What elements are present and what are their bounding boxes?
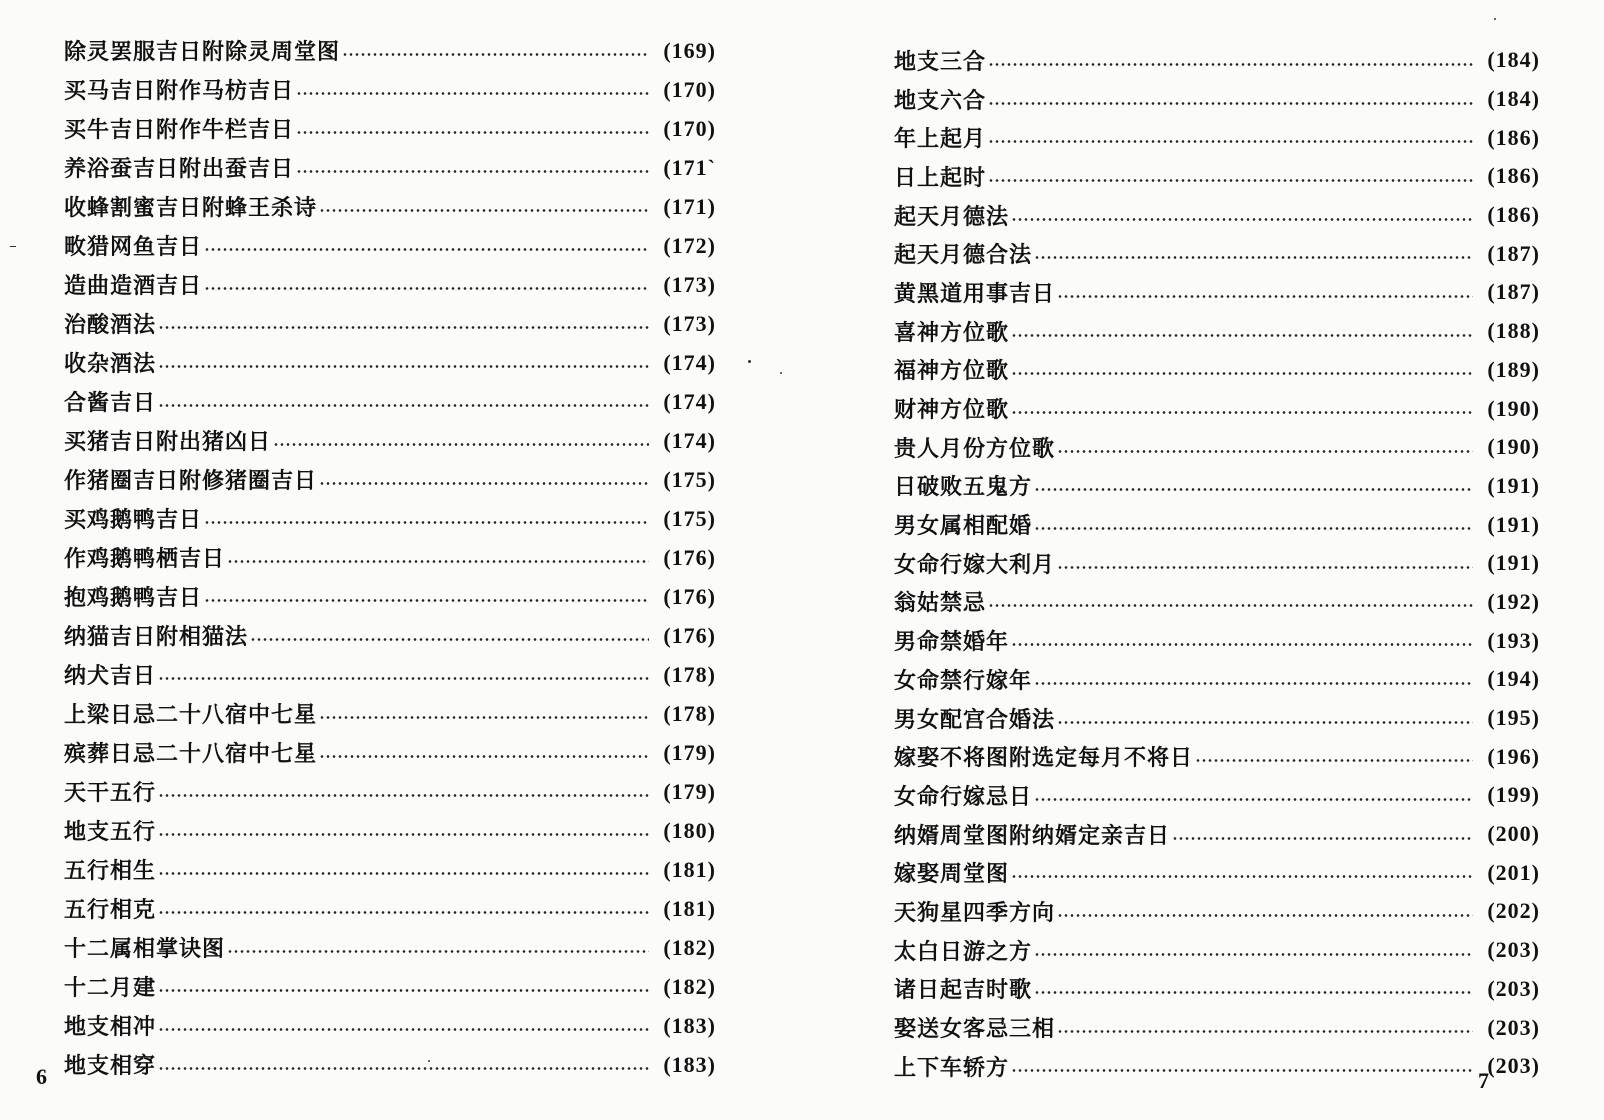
toc-entry [894,234,1540,273]
toc-entry-page: (178) [663,700,716,726]
toc-entry-page: (193) [1487,627,1540,653]
toc-entry [894,428,1540,467]
toc-entry-page: (176) [663,544,716,570]
dot-leader [1011,334,1473,337]
toc-entry-page: (203) [1487,1053,1540,1079]
toc-entry [894,273,1540,312]
toc-entry-title: 娶送女客忌三相 [894,1016,1056,1043]
toc-entry-title: 财神方位歌 [894,397,1010,424]
dot-leader [1011,218,1473,221]
toc-entry-title: 上下车轿方 [894,1054,1010,1081]
dot-leader [273,443,649,446]
toc-entry-page: (195) [1487,705,1540,731]
dot-leader [319,209,649,212]
toc-entry-title: 收杂酒法 [64,351,157,377]
dot-leader [227,950,649,953]
dot-leader [1034,953,1473,956]
toc-entry [64,187,716,226]
toc-entry [64,499,716,538]
toc-entry [894,815,1540,854]
dot-leader [1057,450,1473,453]
dot-leader [1034,682,1473,685]
toc-entry [64,109,716,148]
toc-entry [894,621,1540,660]
toc-entry-page: (199) [1487,782,1540,808]
toc-entry [894,737,1540,776]
toc-entry-title: 买马吉日附作马枋吉日 [64,78,295,104]
toc-entry-page: (179) [663,739,716,765]
dot-leader [158,989,649,992]
page-number: 6 [36,1064,47,1089]
dot-leader [1011,1069,1473,1072]
toc-entry-page: (190) [1487,395,1540,421]
toc-entry [894,351,1540,390]
toc-entry [64,421,716,460]
toc-entry [64,1006,716,1045]
page-number: 7 [1478,1068,1489,1093]
toc-entry [64,928,716,967]
toc-entry-page: (171` [663,154,716,180]
toc-entry [894,931,1540,970]
toc-entry [64,616,716,655]
toc-entry-page: (192) [1487,588,1540,614]
toc-entry-title: 女命行嫁忌日 [894,783,1033,810]
toc-entry [64,772,716,811]
toc-entry-page: (188) [1487,318,1540,344]
toc-entry-title: 起天月德合法 [894,242,1033,269]
toc-entry-title: 纳婿周堂图附纳婿定亲吉日 [894,822,1171,849]
toc-entry-title: 纳猫吉日附相猫法 [64,624,249,650]
toc-entry-title: 买鸡鹅鸭吉日 [64,507,203,533]
toc-entry-title: 治酸酒法 [64,312,157,338]
toc-entry-page: (202) [1487,898,1540,924]
toc-entry-page: (174) [663,427,716,453]
toc-entry-page: (189) [1487,356,1540,382]
toc-entry [894,312,1540,351]
toc-entry-title: 地支相穿 [64,1053,157,1079]
toc-entry [64,226,716,265]
toc-entry-page: (171) [663,193,716,219]
toc-entry-title: 纳犬吉日 [64,663,157,689]
dot-leader [1011,411,1473,414]
toc-entry-page: (173) [663,271,716,297]
dot-leader [319,716,649,719]
toc-entry-page: (203) [1487,1014,1540,1040]
dot-leader [158,404,649,407]
toc-entry [894,80,1540,119]
toc-entry-title: 福神方位歌 [894,358,1010,385]
toc-entry-title: 男命禁婚年 [894,629,1010,656]
toc-entry-page: (196) [1487,743,1540,769]
toc-entry [64,811,716,850]
toc-entry [64,1045,716,1084]
toc-entry [64,655,716,694]
dot-leader [319,755,649,758]
toc-entry [894,505,1540,544]
dot-leader [296,92,649,95]
toc-entry [894,389,1540,428]
toc-entry-title: 贵人月份方位歌 [894,435,1056,462]
dot-leader [342,53,649,56]
toc-entry-page: (181) [663,895,716,921]
toc-entry-page: (184) [1487,47,1540,73]
toc-entry [64,31,716,70]
toc-entry-title: 十二属相掌诀图 [64,936,226,962]
toc-entry [64,733,716,772]
dot-leader [227,560,649,563]
toc-entry-page: (174) [663,388,716,414]
toc-entry-title: 买猪吉日附出猪凶日 [64,429,272,455]
dot-leader [158,794,649,797]
dot-leader [1034,256,1473,259]
toc-entry-page: (191) [1487,550,1540,576]
toc-entry-page: (190) [1487,434,1540,460]
toc-entry [64,460,716,499]
toc-entry-page: (170) [663,115,716,141]
dot-leader [1057,721,1473,724]
toc-list-left [64,31,716,1084]
toc-entry-title: 诸日起吉时歌 [894,977,1033,1004]
toc-entry-page: (183) [663,1051,716,1077]
toc-entry [894,118,1540,157]
toc-entry-title: 除灵罢服吉日附除灵周堂图 [64,39,341,65]
toc-entry [64,577,716,616]
toc-entry-title: 五行相克 [64,897,157,923]
toc-entry-title: 殡葬日忌二十八宿中七星 [64,741,318,767]
toc-entry-page: (184) [1487,86,1540,112]
toc-entry-title: 男女属相配婚 [894,513,1033,540]
toc-entry [894,157,1540,196]
toc-entry-title: 黄黑道用事吉日 [894,280,1056,307]
dot-leader [1034,527,1473,530]
toc-entry-page: (174) [663,349,716,375]
toc-entry [64,850,716,889]
toc-entry-title: 抱鸡鹅鸭吉日 [64,585,203,611]
toc-entry [894,544,1540,583]
toc-entry-page: (186) [1487,124,1540,150]
toc-entry-page: (175) [663,505,716,531]
toc-entry-page: (176) [663,622,716,648]
toc-entry-title: 嫁娶周堂图 [894,861,1010,888]
toc-entry [894,41,1540,80]
toc-entry-title: 地支相冲 [64,1014,157,1040]
dot-leader [988,179,1473,182]
toc-entry [64,70,716,109]
dot-leader [296,131,649,134]
toc-entry-page: (201) [1487,859,1540,885]
dot-leader [296,170,649,173]
right-page [802,0,1604,1120]
toc-entry-title: 嫁娶不将图附选定每月不将日 [894,745,1194,772]
scan-speck [428,1060,430,1062]
toc-entry [894,660,1540,699]
dot-leader [158,911,649,914]
toc-entry-title: 日上起时 [894,164,987,191]
toc-entry-page: (191) [1487,511,1540,537]
dot-leader [158,872,649,875]
toc-entry-page: (181) [663,856,716,882]
toc-entry-title: 收蜂割蜜吉日附蜂王杀诗 [64,195,318,221]
toc-entry-title: 男女配宫合婚法 [894,706,1056,733]
toc-entry-page: (178) [663,661,716,687]
toc-entry [64,343,716,382]
dot-leader [158,1067,649,1070]
dot-leader [158,326,649,329]
toc-entry-title: 翁姑禁忌 [894,590,987,617]
toc-entry [894,776,1540,815]
toc-entry-page: (186) [1487,163,1540,189]
toc-entry-page: (169) [663,37,716,63]
toc-entry-title: 畋猎网鱼吉日 [64,234,203,260]
toc-entry-page: (194) [1487,666,1540,692]
toc-entry [894,699,1540,738]
dot-leader [988,604,1473,607]
toc-entry [894,970,1540,1009]
toc-entry-title: 十二月建 [64,975,157,1001]
toc-entry [64,148,716,187]
toc-entry [64,265,716,304]
toc-entry-title: 作鸡鹅鸭栖吉日 [64,546,226,572]
toc-entry [64,304,716,343]
toc-entry [894,1047,1540,1086]
dot-leader [1057,1030,1473,1033]
dot-leader [250,638,649,641]
toc-entry [894,467,1540,506]
dot-leader [988,63,1473,66]
dot-leader [1172,837,1473,840]
toc-entry-title: 地支六合 [894,87,987,114]
toc-entry-title: 造曲造酒吉日 [64,273,203,299]
toc-entry-page: (179) [663,778,716,804]
dot-leader [1057,295,1473,298]
scan-speck [748,360,751,363]
dot-leader [158,1028,649,1031]
toc-entry [894,1008,1540,1047]
toc-entry [64,967,716,1006]
toc-entry-title: 五行相生 [64,858,157,884]
scan-speck [780,372,782,374]
dot-leader [1195,759,1473,762]
dot-leader [988,102,1473,105]
toc-entry-page: (187) [1487,240,1540,266]
toc-entry-title: 日破败五鬼方 [894,474,1033,501]
toc-entry-page: (191) [1487,472,1540,498]
dot-leader [204,599,649,602]
dot-leader [1011,643,1473,646]
dot-leader [204,521,649,524]
toc-list-right [894,41,1540,1086]
dot-leader [1057,566,1473,569]
toc-entry-title: 女命禁行嫁年 [894,667,1033,694]
toc-entry-page: (173) [663,310,716,336]
toc-entry [64,694,716,733]
toc-entry-page: (186) [1487,202,1540,228]
toc-entry-title: 合酱吉日 [64,390,157,416]
toc-entry-page: (203) [1487,937,1540,963]
toc-entry [64,889,716,928]
toc-entry-page: (183) [663,1012,716,1038]
toc-entry-title: 天干五行 [64,780,157,806]
toc-entry-title: 上梁日忌二十八宿中七星 [64,702,318,728]
dot-leader [1034,991,1473,994]
dot-leader [1034,798,1473,801]
toc-entry-page: (187) [1487,279,1540,305]
toc-entry-title: 太白日游之方 [894,938,1033,965]
toc-entry [894,583,1540,622]
dot-leader [158,365,649,368]
toc-entry-title: 喜神方位歌 [894,319,1010,346]
toc-entry-page: (182) [663,973,716,999]
toc-entry-page: (172) [663,232,716,258]
dot-leader [1057,914,1473,917]
dot-leader [1011,875,1473,878]
toc-entry-page: (170) [663,76,716,102]
toc-entry-page: (182) [663,934,716,960]
toc-entry-page: (180) [663,817,716,843]
toc-entry-title: 作猪圈吉日附修猪圈吉日 [64,468,318,494]
toc-entry-title: 年上起月 [894,126,987,153]
toc-entry-title: 天狗星四季方向 [894,899,1056,926]
dot-leader [1011,372,1473,375]
toc-entry-page: (200) [1487,821,1540,847]
toc-entry [894,853,1540,892]
toc-entry-title: 女命行嫁大利月 [894,551,1056,578]
dot-leader [204,287,649,290]
toc-entry [64,538,716,577]
dot-leader [1034,488,1473,491]
dot-leader [158,677,649,680]
toc-entry-title: 买牛吉日附作牛栏吉日 [64,117,295,143]
toc-entry-page: (176) [663,583,716,609]
toc-entry-title: 地支三合 [894,48,987,75]
toc-entry [894,892,1540,931]
dot-leader [319,482,649,485]
dot-leader [158,833,649,836]
scan-speck [1494,18,1496,20]
toc-entry-page: (203) [1487,975,1540,1001]
toc-entry [894,196,1540,235]
toc-entry [64,382,716,421]
dot-leader [204,248,649,251]
toc-entry-title: 起天月德法 [894,203,1010,230]
dot-leader [988,140,1473,143]
scan-speck [10,246,16,247]
toc-entry-page: (175) [663,466,716,492]
toc-entry-title: 养浴蚕吉日附出蚕吉日 [64,156,295,182]
toc-entry-title: 地支五行 [64,819,157,845]
